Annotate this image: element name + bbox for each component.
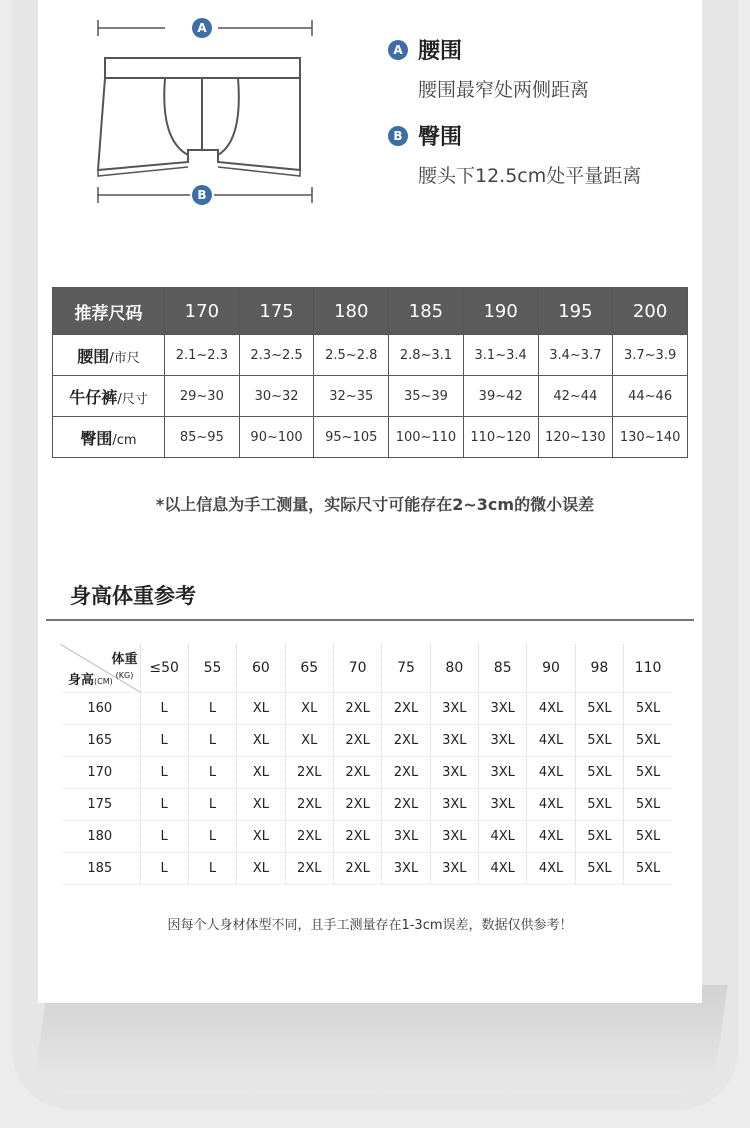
weight-header-cell: ≤50 [140, 644, 188, 693]
table-cell: 39~42 [463, 376, 538, 417]
table-row [60, 725, 672, 757]
table-row [60, 853, 672, 885]
size-header-cell: 170 [165, 288, 240, 335]
height-cell: 160 [60, 693, 140, 725]
row-label-text: 牛仔裤 [69, 387, 118, 407]
table-cell: 110~120 [463, 417, 538, 458]
size-cell: 3XL [430, 821, 478, 853]
table-cell: 95~105 [314, 417, 389, 458]
size-cell: L [188, 725, 236, 757]
size-cell: 5XL [624, 725, 672, 757]
size-cell: 2XL [333, 725, 381, 757]
weight-header-cell: 85 [479, 644, 527, 693]
size-cell: 3XL [430, 789, 478, 821]
size-cell: L [140, 821, 188, 853]
weight-header-cell: 55 [188, 644, 236, 693]
row-label-text: 腰围 [77, 346, 110, 366]
size-cell: XL [285, 693, 333, 725]
legend-title-hip: 臀围 [418, 125, 463, 150]
table-cell: 120~130 [538, 417, 613, 458]
size-cell: 2XL [333, 757, 381, 789]
height-cell: 180 [60, 821, 140, 853]
size-cell: XL [237, 821, 285, 853]
size-cell: L [188, 853, 236, 885]
waist-marker-badge: A [192, 18, 212, 38]
table-cell: 85~95 [165, 417, 240, 458]
size-cell: XL [285, 725, 333, 757]
height-cell: 170 [60, 757, 140, 789]
size-cell: L [140, 757, 188, 789]
table-cell: 100~110 [389, 417, 464, 458]
table-cell: 44~46 [613, 376, 688, 417]
size-cell: XL [237, 725, 285, 757]
table-cell: 32~35 [314, 376, 389, 417]
size-cell: XL [237, 789, 285, 821]
size-header-cell: 180 [314, 288, 389, 335]
table-cell: 30~32 [239, 376, 314, 417]
legend-badge-b: B [388, 126, 408, 146]
size-cell: 2XL [382, 693, 430, 725]
briefs-diagram [90, 10, 320, 210]
size-cell: L [188, 757, 236, 789]
size-header-cell: 推荐尺码 [53, 288, 165, 335]
weight-header-cell: 75 [382, 644, 430, 693]
height-axis-label: 身高(CM) [68, 673, 113, 688]
legend-desc-waist: 腰围最窄处两侧距离 [418, 79, 590, 101]
size-row-hip [53, 417, 688, 458]
size-cell: 5XL [575, 725, 623, 757]
size-cell: 2XL [333, 693, 381, 725]
table-row [60, 821, 672, 853]
size-header-cell: 195 [538, 288, 613, 335]
size-cell: 4XL [527, 757, 575, 789]
size-cell: 3XL [382, 853, 430, 885]
size-cell: 4XL [479, 821, 527, 853]
size-cell: 2XL [285, 789, 333, 821]
size-cell: 5XL [575, 821, 623, 853]
table-row [60, 789, 672, 821]
hw-corner-cell [60, 644, 140, 693]
weight-header-cell: 90 [527, 644, 575, 693]
weight-header-cell: 110 [624, 644, 672, 693]
size-cell: 4XL [527, 853, 575, 885]
size-cell: 4XL [527, 789, 575, 821]
size-cell: 4XL [527, 821, 575, 853]
table-cell: 42~44 [538, 376, 613, 417]
size-cell: 5XL [575, 853, 623, 885]
weight-header-cell: 98 [575, 644, 623, 693]
size-cell: L [188, 693, 236, 725]
size-row-jeans [53, 376, 688, 417]
size-cell: 2XL [333, 821, 381, 853]
size-cell: 2XL [285, 757, 333, 789]
table-cell: 2.5~2.8 [314, 335, 389, 376]
size-table-header [53, 288, 688, 335]
table-row [60, 693, 672, 725]
hw-header-row [60, 644, 672, 693]
size-cell: L [188, 821, 236, 853]
row-label [53, 335, 165, 376]
size-cell: 3XL [479, 693, 527, 725]
briefs-outline-icon [90, 10, 320, 210]
row-label-unit: /尺寸 [117, 391, 148, 407]
size-cell: 3XL [430, 725, 478, 757]
table-cell: 2.8~3.1 [389, 335, 464, 376]
weight-header-cell: 60 [237, 644, 285, 693]
size-cell: 2XL [285, 821, 333, 853]
size-cell: 3XL [479, 725, 527, 757]
size-cell: XL [237, 757, 285, 789]
weight-header-cell: 65 [285, 644, 333, 693]
size-header-cell: 185 [389, 288, 464, 335]
size-cell: 2XL [285, 853, 333, 885]
size-cell: L [140, 789, 188, 821]
table-row [60, 757, 672, 789]
row-label [53, 376, 165, 417]
size-cell: XL [237, 853, 285, 885]
table-cell: 3.1~3.4 [463, 335, 538, 376]
row-label [53, 417, 165, 458]
height-weight-table [60, 644, 672, 885]
hip-marker-badge: B [192, 185, 212, 205]
legend-item-hip [388, 120, 688, 188]
size-header-cell: 190 [463, 288, 538, 335]
size-cell: 5XL [575, 789, 623, 821]
table-cell: 3.7~3.9 [613, 335, 688, 376]
size-cell: 3XL [430, 693, 478, 725]
size-cell: L [140, 725, 188, 757]
size-cell: 3XL [479, 789, 527, 821]
row-label-unit: /市尺 [109, 350, 140, 366]
measurement-legend [388, 34, 688, 206]
size-cell: 2XL [382, 789, 430, 821]
size-cell: XL [237, 693, 285, 725]
size-cell: 4XL [479, 853, 527, 885]
size-header-cell: 175 [239, 288, 314, 335]
size-cell: L [140, 853, 188, 885]
size-cell: 2XL [382, 725, 430, 757]
reference-disclaimer: 因每个人身材体型不同，且手工测量存在1-3cm误差，数据仅供参考！ [167, 918, 573, 933]
legend-badge-a: A [388, 40, 408, 60]
row-label-text: 臀围 [80, 428, 113, 448]
size-cell: L [188, 789, 236, 821]
size-cell: 5XL [624, 693, 672, 725]
weight-header-cell: 80 [430, 644, 478, 693]
table-cell: 130~140 [613, 417, 688, 458]
size-table [52, 287, 688, 458]
weight-header-cell: 70 [333, 644, 381, 693]
table-cell: 2.1~2.3 [165, 335, 240, 376]
size-cell: 2XL [382, 757, 430, 789]
size-cell: 5XL [624, 757, 672, 789]
size-row-waist [53, 335, 688, 376]
size-cell: 5XL [624, 853, 672, 885]
size-cell: 5XL [624, 789, 672, 821]
table-cell: 29~30 [165, 376, 240, 417]
size-cell: 5XL [575, 757, 623, 789]
section-title-height-weight: 身高体重参考 [70, 584, 196, 608]
size-header-cell: 200 [613, 288, 688, 335]
size-cell: 5XL [624, 821, 672, 853]
height-cell: 175 [60, 789, 140, 821]
size-cell: L [140, 693, 188, 725]
size-cell: 4XL [527, 725, 575, 757]
legend-title-waist: 腰围 [418, 39, 463, 64]
table-cell: 3.4~3.7 [538, 335, 613, 376]
size-cell: 4XL [527, 693, 575, 725]
size-cell: 3XL [430, 853, 478, 885]
size-cell: 3XL [382, 821, 430, 853]
height-cell: 165 [60, 725, 140, 757]
weight-axis-label: 体重 (KG) [111, 652, 138, 680]
section-divider [46, 619, 694, 621]
size-cell: 3XL [479, 757, 527, 789]
row-label-unit: /cm [112, 432, 137, 448]
size-cell: 2XL [333, 853, 381, 885]
legend-item-waist [388, 34, 688, 102]
table-cell: 35~39 [389, 376, 464, 417]
table-cell: 90~100 [239, 417, 314, 458]
measurement-note: *以上信息为手工测量，实际尺寸可能存在2~3cm的微小误差 [155, 495, 595, 514]
table-cell: 2.3~2.5 [239, 335, 314, 376]
size-cell: 2XL [333, 789, 381, 821]
size-cell: 3XL [430, 757, 478, 789]
height-cell: 185 [60, 853, 140, 885]
size-cell: 5XL [575, 693, 623, 725]
legend-desc-hip: 腰头下12.5cm处平量距离 [418, 165, 642, 187]
